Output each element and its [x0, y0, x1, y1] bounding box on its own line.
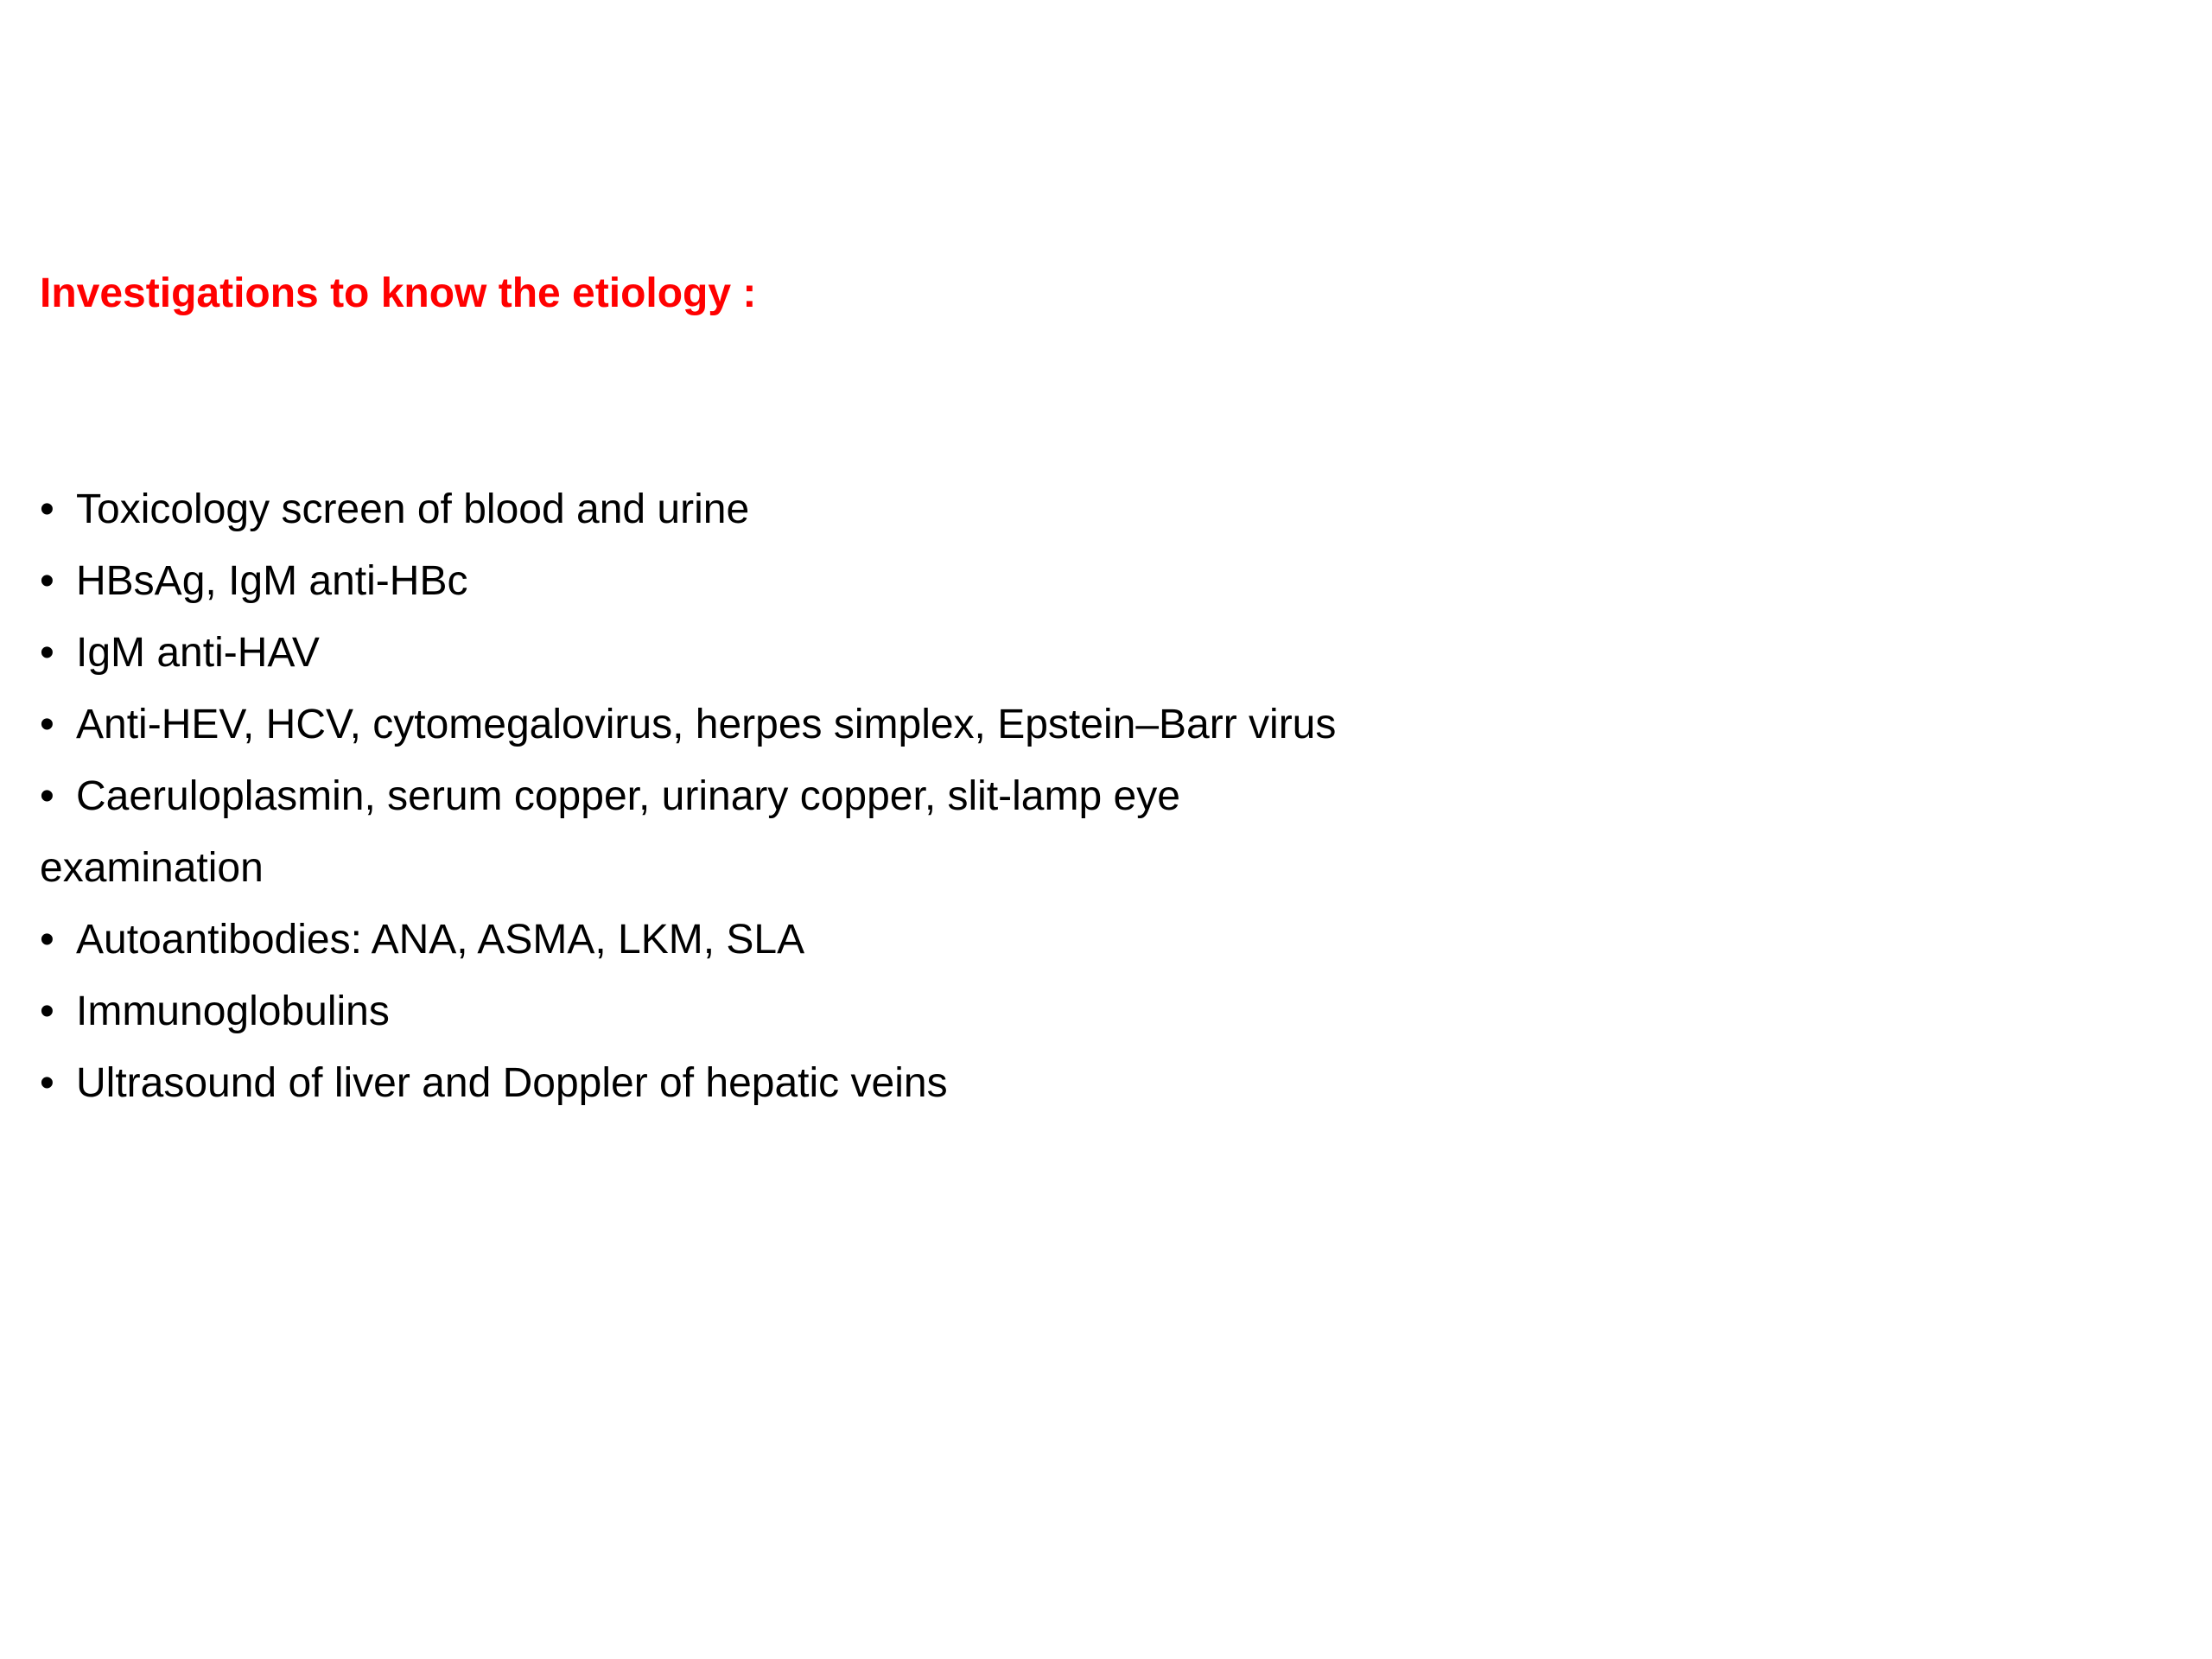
- bullet-icon: •: [40, 702, 54, 747]
- list-item-autoantibodies: [40, 904, 1509, 976]
- bullet-icon: •: [40, 917, 54, 963]
- list-item-text: Toxicology screen of blood and urine: [76, 486, 750, 532]
- list-item-immunoglobulins: [40, 976, 1509, 1047]
- bullet-icon: •: [40, 1060, 54, 1106]
- list-item-text: Anti-HEV, HCV, cytomegalovirus, herpes simplex, Epstein–Barr virus: [76, 702, 1337, 747]
- list-item-text: Autoantibodies: ANA, ASMA, LKM, SLA: [76, 917, 805, 963]
- list-item-igm-anti-hav: [40, 617, 1509, 689]
- list-item-hbsag: [40, 545, 1509, 617]
- list-item-text: Caeruloplasmin, serum copper, urinary copper, slit-lamp eye: [76, 773, 1180, 819]
- list-item-continuation: examination: [40, 845, 264, 891]
- list-item-text: Ultrasound of liver and Doppler of hepatic veins: [76, 1060, 948, 1106]
- list-item-text: Immunoglobulins: [76, 988, 390, 1034]
- bullet-icon: •: [40, 988, 54, 1034]
- list-item-text: HBsAg, IgM anti-HBc: [76, 558, 468, 604]
- bullet-icon: •: [40, 773, 54, 819]
- list-item-viral-serology: [40, 689, 1509, 760]
- investigation-list: [40, 474, 1509, 1119]
- list-item-ultrasound: [40, 1047, 1509, 1119]
- bullet-icon: •: [40, 486, 54, 532]
- list-item-toxicology: [40, 474, 1509, 545]
- bullet-icon: •: [40, 558, 54, 604]
- bullet-icon: •: [40, 630, 54, 676]
- list-item-copper-studies: [40, 760, 1509, 832]
- list-item-text: IgM anti-HAV: [76, 630, 320, 676]
- slide-title: Investigations to know the etiology :: [40, 270, 757, 316]
